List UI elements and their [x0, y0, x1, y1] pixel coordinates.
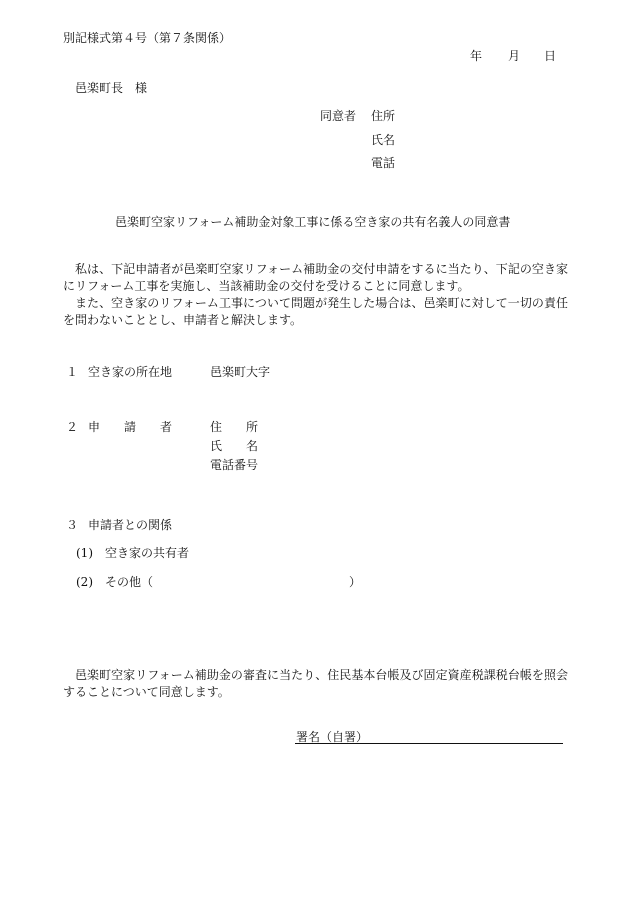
consenter-phone-label: 電話: [371, 156, 396, 170]
consent-statement: 邑楽町空家リフォーム補助金の審査に当たり、住民基本台帳及び固定資産税課税台帳を照会することについて同意します。: [63, 668, 568, 699]
item3-number: ３: [66, 518, 79, 532]
body-text: [63, 261, 568, 329]
item2-number: ２: [66, 420, 79, 434]
item2-name-label: 氏 名: [210, 439, 259, 453]
body-paragraph-1: 私は、下記申請者が邑楽町空家リフォーム補助金の交付申請をするに当たり、下記の空き家にリフォーム工事を実施し、当該補助金の交付を受けることに同意します。: [63, 262, 568, 293]
signature-label: 署名（自署）: [296, 730, 369, 744]
item2-address-label: 住 所: [210, 420, 259, 434]
item2-phone-label: 電話番号: [210, 458, 259, 472]
relation-option-co-owner: (1) 空き家の共有者: [76, 546, 189, 560]
item2-label: 申 請 者: [88, 420, 173, 434]
item3-label: 申請者との関係: [88, 518, 173, 532]
date-month-label: 月: [508, 49, 521, 63]
consenter-name-label: 氏名: [371, 133, 396, 147]
consenter-label: 同意者: [320, 109, 357, 123]
item1-value: 邑楽町大字: [210, 365, 271, 379]
consenter-address-label: 住所: [371, 109, 396, 123]
date-day-label: 日: [544, 49, 557, 63]
relation-option-other-close: ）: [349, 575, 362, 589]
body-paragraph-2: また、空き家のリフォーム工事について問題が発生した場合は、邑楽町に対して一切の責任を問わないこととし、申請者と解決します。: [63, 296, 568, 327]
document-title: 邑楽町空家リフォーム補助金対象工事に係る空き家の共有名義人の同意書: [115, 215, 511, 229]
consent-statement-block: [63, 667, 568, 701]
addressee: 邑楽町長 様: [75, 81, 148, 95]
form-number-label: 別記様式第４号（第７条関係）: [63, 31, 232, 45]
signature-line: [295, 743, 563, 744]
item1-number: １: [66, 365, 79, 379]
date-year-label: 年: [470, 49, 483, 63]
relation-option-other: (2) その他（: [76, 575, 153, 589]
item1-label: 空き家の所在地: [88, 365, 173, 379]
